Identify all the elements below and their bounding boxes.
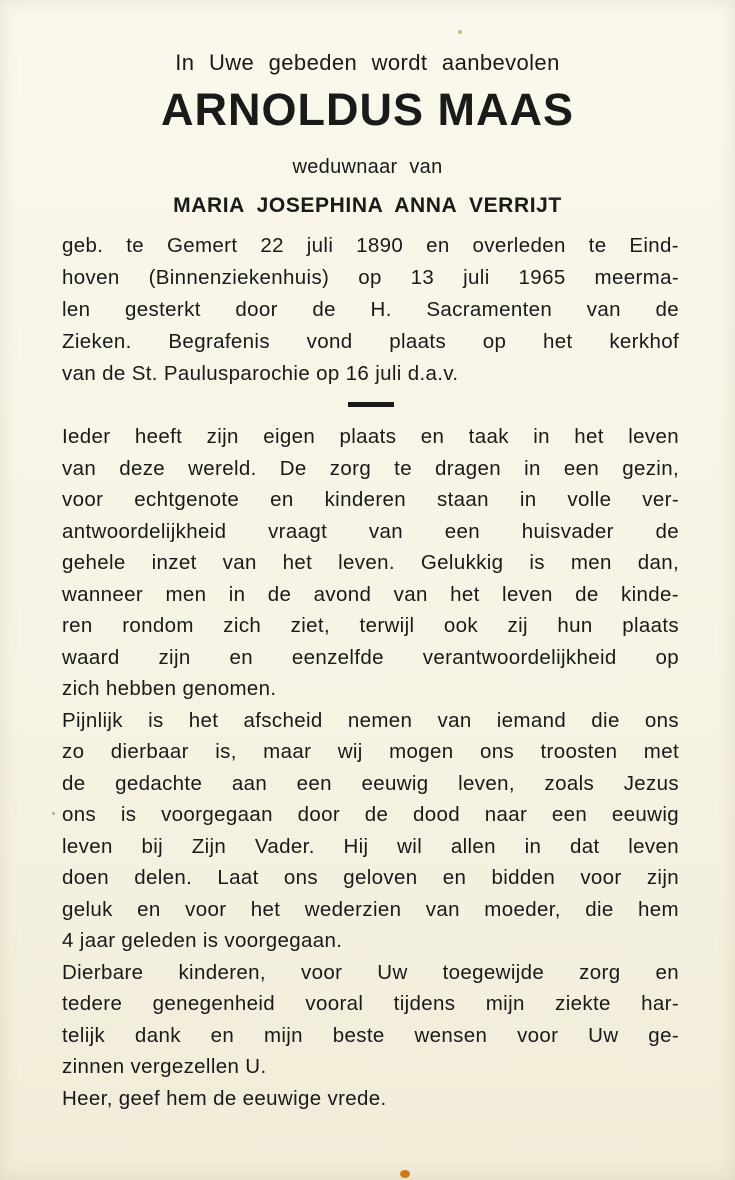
text-line: Heer, geef hem de eeuwige vrede. — [62, 1086, 387, 1110]
text-line: telijk dank en mijn beste wensen voor Uw ge- — [62, 1023, 679, 1047]
widow-of-label: weduwnaar van — [292, 156, 443, 178]
bio-line: geb. te Gemert 22 juli 1890 en overleden te Eind- — [62, 234, 679, 257]
text-line: Pijnlijk is het afscheid nemen van iemand die ons — [62, 708, 679, 732]
text-line: van deze wereld. De zorg te dragen in een gezin, — [62, 456, 679, 480]
text-line: ren rondom zich ziet, terwijl ook zij hun plaats — [62, 614, 679, 637]
text-line: waard zijn en eenzelfde verantwoordelijkheid op — [62, 645, 679, 669]
text-line: zo dierbaar is, maar wij mogen ons troosten met — [62, 740, 679, 763]
paper-speck — [400, 1170, 410, 1178]
paper-speck — [458, 30, 462, 34]
text-line: Dierbare kinderen, voor Uw toegewijde zorg en — [62, 960, 679, 984]
text-line: zinnen vergezellen U. — [62, 1055, 267, 1078]
bio-line: len gesterkt door de H. Sacramenten van de — [62, 298, 679, 321]
deceased-name: ARNOLDUS MAAS — [161, 84, 574, 135]
text-line: gehele inzet van het leven. Gelukkig is men dan, — [62, 551, 679, 574]
bio-line: hoven (Binnenziekenhuis) op 13 juli 1965 meerma- — [62, 266, 679, 289]
bio-line: van de St. Paulusparochie op 16 juli d.a.v. — [62, 362, 459, 385]
spouse-name: MARIA JOSEPHINA ANNA VERRIJT — [173, 194, 562, 217]
reflection-text — [62, 421, 679, 1114]
text-line: wanneer men in de avond van het leven de kinde- — [62, 582, 679, 606]
text-line: Ieder heeft zijn eigen plaats en taak in het leven — [62, 425, 679, 448]
text-line: 4 jaar geleden is voorgegaan. — [62, 929, 343, 952]
bio-line: Zieken. Begrafenis vond plaats op het kerkhof — [62, 330, 679, 353]
text-line: zich hebben genomen. — [62, 677, 277, 700]
biography-paragraph — [62, 230, 679, 390]
intro-line: In Uwe gebeden wordt aanbevolen — [175, 50, 560, 75]
section-divider — [348, 402, 394, 407]
text-line: doen delen. Laat ons geloven en bidden voor zijn — [62, 866, 679, 889]
text-line: tedere genegenheid vooral tijdens mijn ziekte har- — [62, 992, 679, 1015]
text-line: de gedachte aan een eeuwig leven, zoals Jezus — [62, 771, 679, 795]
paper-speck — [52, 812, 55, 815]
text-line: leven bij Zijn Vader. Hij wil allen in dat leven — [62, 834, 679, 858]
text-line: ons is voorgegaan door de dood naar een eeuwig — [62, 803, 679, 826]
text-line: geluk en voor het wederzien van moeder, die hem — [62, 897, 679, 921]
text-line: voor echtgenote en kinderen staan in volle ver- — [62, 488, 679, 511]
text-line: antwoordelijkheid vraagt van een huisvader de — [62, 519, 679, 543]
